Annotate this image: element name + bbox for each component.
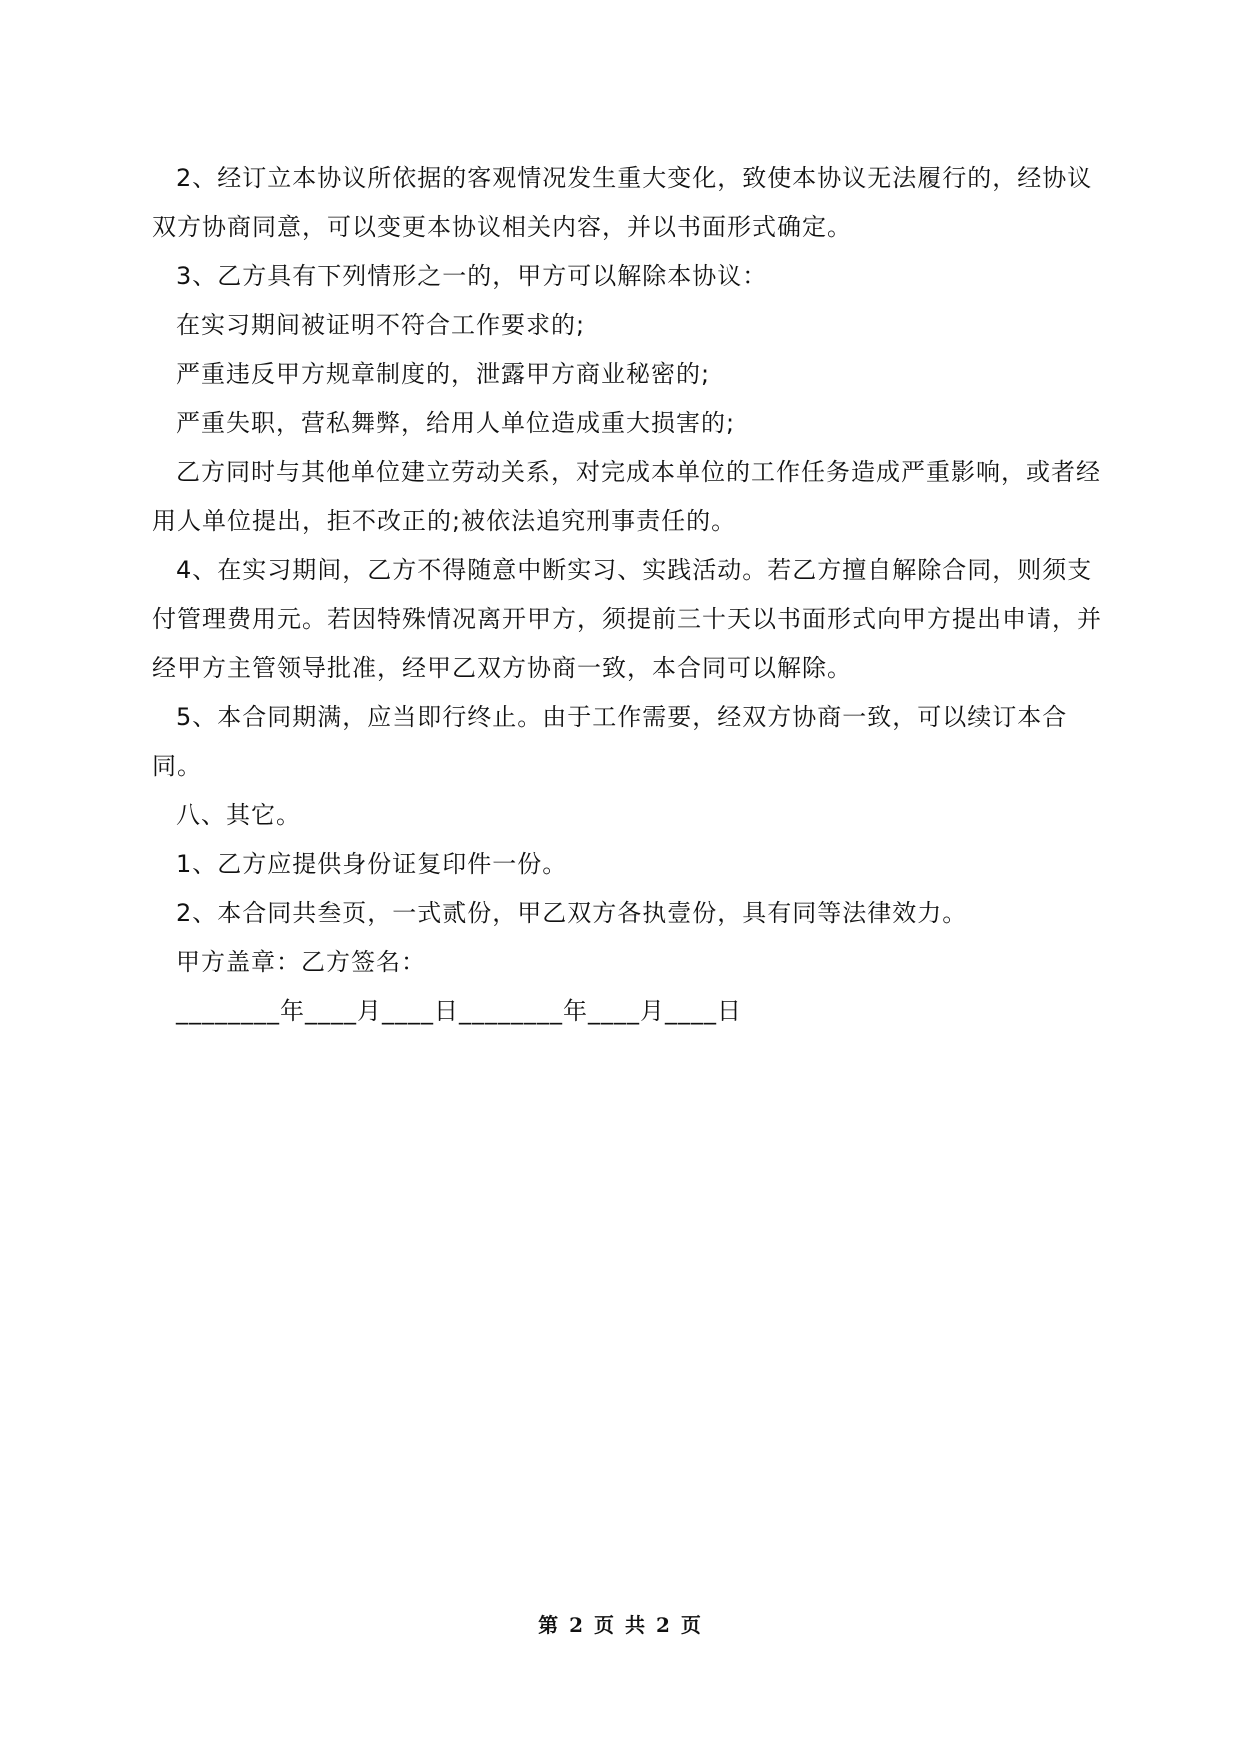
date-line: ________年____月____日________年____月____日 xyxy=(176,997,742,1025)
clause-4-internship: 4、在实习期间，乙方不得随意中断实习、实践活动。若乙方擅自解除合同，则须支付管理费用元。若因特殊情况离开甲方，须提前三十天以书面形式向甲方提出申请，并经甲方主管领导批准，经甲乙双方协商一致，本合同可以解除。 xyxy=(152,556,1102,682)
termination-case-1: 在实习期间被证明不符合工作要求的; xyxy=(176,311,586,339)
other-clause-1: 1、乙方应提供身份证复印件一份。 xyxy=(176,850,568,878)
clause-3-termination: 3、乙方具有下列情形之一的，甲方可以解除本协议： xyxy=(176,262,768,290)
signature-line: 甲方盖章：乙方签名： xyxy=(176,948,426,976)
termination-case-3: 严重失职，营私舞弊，给用人单位造成重大损害的; xyxy=(176,409,736,437)
page-number: 第 2 页 共 2 页 xyxy=(538,1613,703,1637)
termination-case-2: 严重违反甲方规章制度的，泄露甲方商业秘密的; xyxy=(176,360,711,388)
termination-case-4: 乙方同时与其他单位建立劳动关系，对完成本单位的工作任务造成严重影响，或者经用人单位提出，拒不改正的;被依法追究刑事责任的。 xyxy=(152,458,1101,535)
document-body xyxy=(152,154,1112,1036)
section-8-heading: 八、其它。 xyxy=(176,801,301,829)
clause-5-expiry: 5、本合同期满，应当即行终止。由于工作需要，经双方协商一致，可以续订本合同。 xyxy=(152,703,1068,780)
other-clause-2: 2、本合同共叁页，一式贰份，甲乙双方各执壹份，具有同等法律效力。 xyxy=(176,899,968,927)
clause-2-change: 2、经订立本协议所依据的客观情况发生重大变化，致使本协议无法履行的，经协议双方协商同意，可以变更本协议相关内容，并以书面形式确定。 xyxy=(152,164,1093,241)
